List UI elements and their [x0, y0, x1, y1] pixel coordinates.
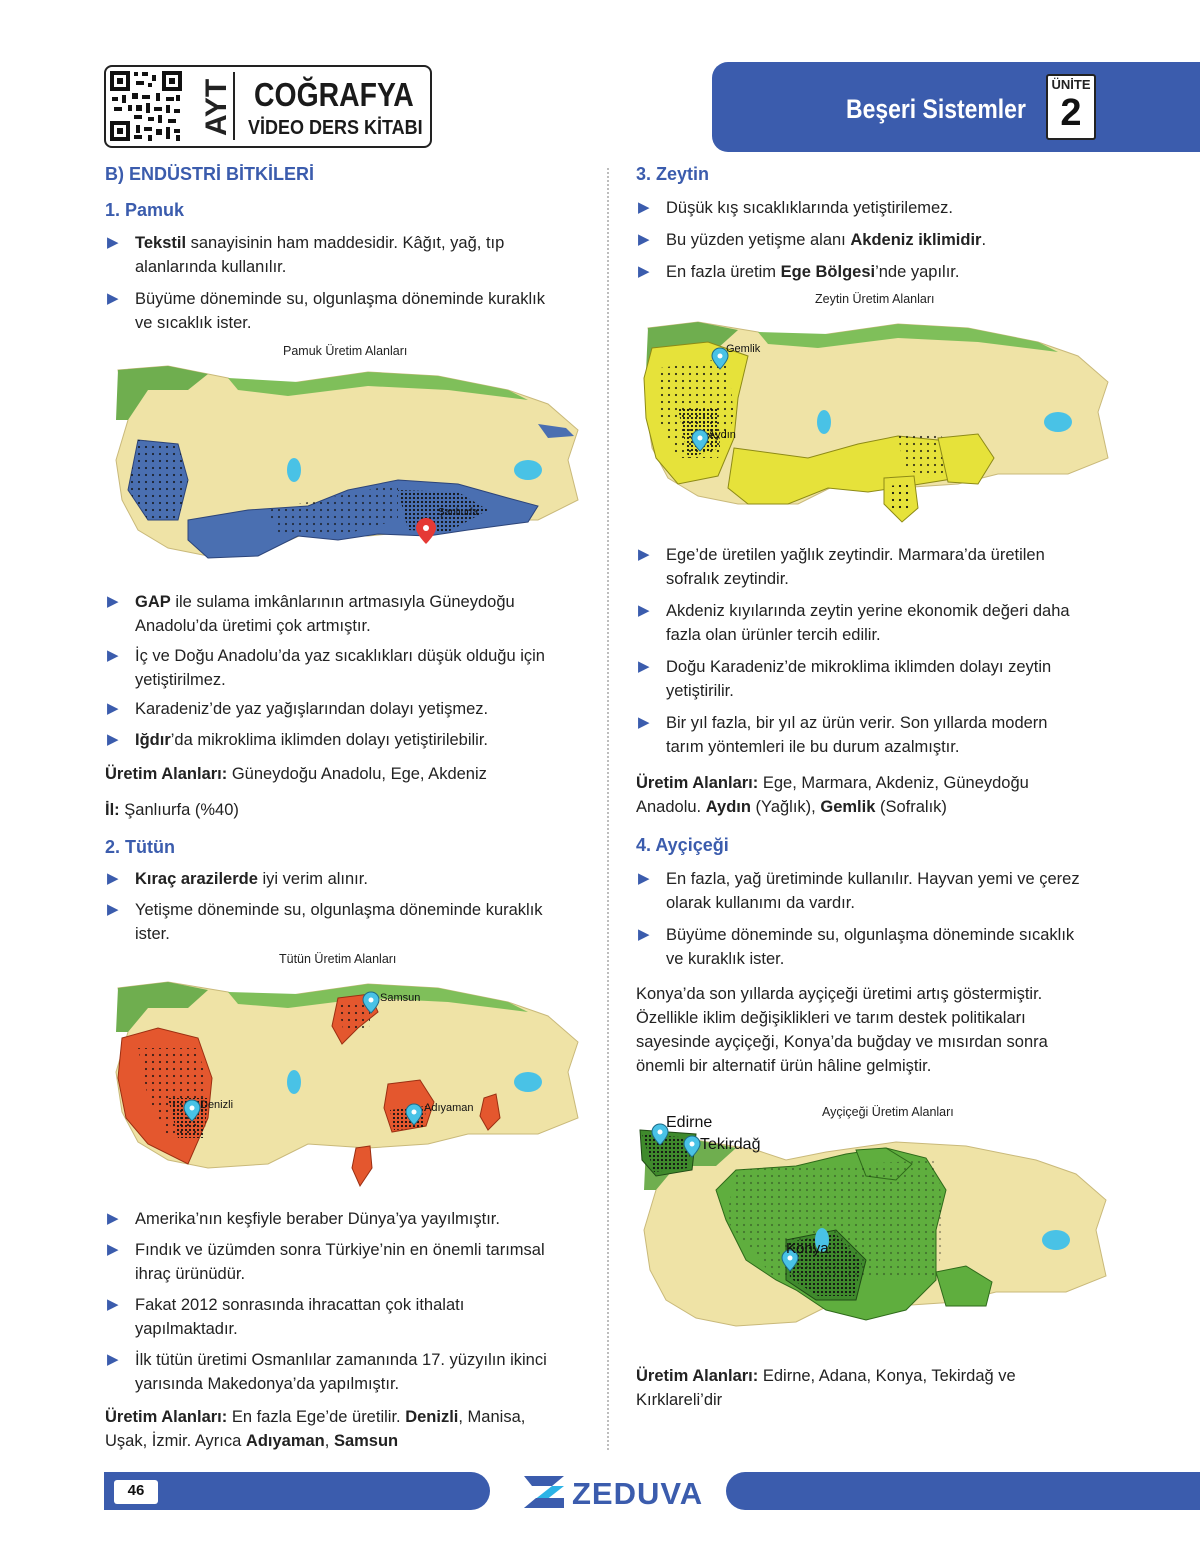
bullet-arrow-icon: ▶	[107, 290, 119, 307]
bullet-text: Yetişme döneminde su, olgunlaşma döneminde kuraklık	[135, 901, 543, 919]
tutun-production-areas	[105, 1405, 525, 1453]
tutun-title: 2. Tütün	[105, 837, 175, 857]
bullet-text: Doğu Karadeniz’de mikroklima iklimden dolayı zeytin	[666, 658, 1052, 676]
pamuk-production-areas	[105, 762, 487, 786]
value-text: Edirne, Adana, Konya, Tekirdağ ve	[758, 1367, 1016, 1385]
aycicegi-paragraph	[636, 982, 1126, 1078]
aycicegi-production-areas	[636, 1364, 1016, 1412]
bullet-text: yarısında Makedonya’da yapılmıştır.	[135, 1375, 400, 1393]
value-bold: Gemlik	[820, 798, 876, 816]
bullet-text: yetiştirilmez.	[135, 671, 226, 689]
paragraph-line: Özellikle iklim değişiklikleri ve tarım destek politikaları	[636, 1009, 1026, 1027]
footer-bar-right	[726, 1472, 1200, 1510]
bullet-arrow-icon: ▶	[107, 234, 119, 251]
bullet-text: Büyüme döneminde su, olgunlaşma döneminde kuraklık	[135, 290, 545, 308]
value-text: , Manisa,	[458, 1408, 526, 1426]
bullet-text: Amerika’nın keşfiyle beraber Dünya’ya yayılmıştır.	[135, 1210, 500, 1228]
footer-bar-left	[104, 1472, 490, 1510]
bullet-text: tarım yöntemleri ile bu durum azalmıştır.	[666, 738, 960, 756]
bullet-arrow-icon: ▶	[107, 1241, 119, 1258]
map-pin-label: Adıyaman	[424, 1102, 474, 1114]
bullet-text: sanayisinin ham maddesidir. Kâğıt, yağ, tıp	[186, 234, 505, 252]
bullet-arrow-icon: ▶	[638, 546, 650, 563]
exam-label-text: AYT	[200, 78, 233, 136]
bullet-text: .	[981, 231, 987, 249]
section-title: B) ENDÜSTRİ BİTKİLERİ	[105, 164, 314, 184]
paragraph-line: sayesinde ayçiçeği, Konya’da buğday ve mısırdan sonra	[636, 1033, 1048, 1051]
bullet-arrow-icon: ▶	[638, 926, 650, 943]
bullet-arrow-icon: ▶	[638, 263, 650, 280]
value-text: (Sofralık)	[875, 798, 947, 816]
bullet-arrow-icon: ▶	[107, 731, 119, 748]
bullet-text: sofralık zeytindir.	[666, 570, 789, 588]
bullet-text: Fakat 2012 sonrasında ihracattan çok ithalatı	[135, 1296, 465, 1314]
zeytin-title: 3. Zeytin	[636, 164, 710, 184]
value-bold: Samsun	[333, 1432, 399, 1450]
bullet-text: ’da mikroklima iklimden dolayı yetiştirilebilir.	[170, 731, 489, 749]
bullet-bold: Ege Bölgesi	[780, 263, 876, 281]
tutun-map-caption: Tütün Üretim Alanları	[279, 952, 397, 966]
bullet-arrow-icon: ▶	[638, 602, 650, 619]
bullet-arrow-icon: ▶	[107, 593, 119, 610]
value-text: Şanlıurfa (%40)	[119, 801, 239, 819]
paragraph-line: Konya’da son yıllarda ayçiçeği üretimi artış göstermiştir.	[636, 985, 1043, 1003]
bullet-text: Düşük kış sıcaklıklarında yetiştirilemez.	[666, 199, 954, 217]
bullet-text: yapılmaktadır.	[135, 1320, 238, 1338]
value-text: Kırklareli’dir	[636, 1391, 723, 1409]
bullet-text: İlk tütün üretimi Osmanlılar zamanında 17. yüzyılın ikinci	[135, 1351, 547, 1369]
brand-name: ZEDUVA	[572, 1476, 704, 1511]
map-pin-label: Gemlik	[726, 343, 761, 355]
label-bold: Üretim Alanları:	[105, 1408, 228, 1426]
column-divider	[607, 168, 609, 1450]
value-text: Uşak, İzmir. Ayrıca	[105, 1432, 246, 1450]
bullet-text: Bu yüzden yetişme alanı	[666, 231, 851, 249]
bullet-text: Anadolu’da üretimi çok artmıştır.	[135, 617, 371, 635]
tutun-map	[108, 968, 588, 1193]
bullet-text: Büyüme döneminde su, olgunlaşma döneminde sıcaklık	[666, 926, 1075, 944]
value-text: En fazla Ege’de üretilir.	[227, 1408, 406, 1426]
bullet-text: ve sıcaklık ister.	[135, 314, 252, 332]
label-bold: Üretim Alanları:	[636, 774, 759, 792]
bullet-arrow-icon: ▶	[107, 647, 119, 664]
map-pin-label: Samsun	[380, 992, 421, 1004]
value-bold: Adıyaman	[245, 1432, 325, 1450]
bullet-bold: Akdeniz iklimidir	[850, 231, 982, 249]
bullet-arrow-icon: ▶	[638, 658, 650, 675]
value-bold: Aydın	[705, 798, 751, 816]
pamuk-map-caption: Pamuk Üretim Alanları	[283, 344, 408, 358]
bullet-arrow-icon: ▶	[107, 901, 119, 918]
value-text: Güneydoğu Anadolu, Ege, Akdeniz	[227, 765, 487, 783]
value-bold: Denizli	[405, 1408, 459, 1426]
exam-label	[196, 72, 236, 140]
unit-label: ÜNİTE	[1051, 77, 1091, 92]
label-bold: İl:	[105, 801, 120, 819]
zeytin-production-areas	[636, 771, 1029, 819]
bullet-text: Karadeniz’de yaz yağışlarından dolayı yetişmez.	[135, 700, 489, 718]
bullet-text: İç ve Doğu Anadolu’da yaz sıcaklıkları düşük olduğu için	[135, 647, 545, 665]
bullet-text: alanlarında kullanılır.	[135, 258, 287, 276]
book-title: COĞRAFYA	[254, 76, 414, 113]
unit-title: Beşeri Sistemler	[846, 94, 1026, 124]
bullet-text: Fındık ve üzümden sonra Türkiye’nin en önemli tarımsal	[135, 1241, 545, 1259]
bullet-bold: GAP	[135, 593, 171, 611]
bullet-text: Bir yıl fazla, bir yıl az ürün verir. Son yıllarda modern	[666, 714, 1048, 732]
value-text: (Yağlık),	[750, 798, 821, 816]
bullet-text: yetiştirilir.	[666, 682, 734, 700]
pamuk-title: 1. Pamuk	[105, 200, 185, 220]
bullet-text: Ege’de üretilen yağlık zeytindir. Marmara’da üretilen	[666, 546, 1045, 564]
label-bold: Üretim Alanları:	[636, 1367, 759, 1385]
bullet-arrow-icon: ▶	[638, 199, 650, 216]
map-pin-label: Konya	[786, 1240, 829, 1257]
paragraph-line: önemli bir alternatif ürün hâline gelmiştir.	[636, 1057, 932, 1075]
bullet-arrow-icon: ▶	[638, 870, 650, 887]
bullet-arrow-icon: ▶	[107, 700, 119, 717]
bullet-bold: Iğdır	[135, 731, 171, 749]
bullet-text: fazla olan ürünler tercih edilir.	[666, 626, 881, 644]
bullet-bold: Kıraç arazilerde	[135, 870, 258, 888]
bullet-arrow-icon: ▶	[107, 1296, 119, 1313]
book-subtitle: VİDEO DERS KİTABI	[248, 117, 423, 139]
bullet-text: ’nde yapılır.	[875, 263, 960, 281]
bullet-arrow-icon: ▶	[638, 714, 650, 731]
map-pin-label: Edirne	[666, 1114, 713, 1131]
zeytin-map-caption: Zeytin Üretim Alanları	[815, 292, 935, 306]
bullet-text: En fazla, yağ üretiminde kullanılır. Hayvan yemi ve çerez	[666, 870, 1080, 888]
pamuk-map	[108, 360, 588, 580]
unit-number: 2	[1060, 92, 1082, 134]
bullet-arrow-icon: ▶	[107, 870, 119, 887]
label-bold: Üretim Alanları:	[105, 765, 228, 783]
map-pin-label: Tekirdağ	[700, 1136, 761, 1153]
bullet-text: ister.	[135, 925, 170, 943]
zeduva-logo-icon[interactable]	[522, 1474, 566, 1510]
bullet-text: ve kuraklık ister.	[666, 950, 785, 968]
qr-code-icon[interactable]	[108, 69, 184, 143]
aycicegi-title: 4. Ayçiçeği	[636, 835, 729, 855]
zeytin-map	[638, 308, 1118, 528]
bullet-arrow-icon: ▶	[638, 231, 650, 248]
value-text: ,	[324, 1432, 334, 1450]
bullet-text: ihraç ürünüdür.	[135, 1265, 246, 1283]
value-text: Ege, Marmara, Akdeniz, Güneydoğu	[758, 774, 1029, 792]
aycicegi-map	[636, 1110, 1116, 1350]
bullet-arrow-icon: ▶	[107, 1351, 119, 1368]
map-pin-label: Aydın	[708, 429, 736, 441]
bullet-text: olarak kullanımı da vardır.	[666, 894, 855, 912]
bullet-text: ile sulama imkânlarının artmasıyla Güneydoğu	[170, 593, 515, 611]
map-pin-label: Şanlıurfa	[438, 507, 479, 518]
bullet-text: Akdeniz kıyılarında zeytin yerine ekonomik değeri daha	[666, 602, 1070, 620]
page-number: 46	[127, 1482, 145, 1499]
bullet-arrow-icon: ▶	[107, 1210, 119, 1227]
bullet-text: iyi verim alınır.	[257, 870, 368, 888]
pamuk-province	[105, 798, 239, 822]
bullet-bold: Tekstil	[135, 234, 187, 252]
bullet-text: En fazla üretim	[666, 263, 781, 281]
map-pin-label: Denizli	[200, 1099, 234, 1111]
aycicegi-map-caption: Ayçiçeği Üretim Alanları	[822, 1105, 954, 1119]
value-text: Anadolu.	[636, 798, 706, 816]
